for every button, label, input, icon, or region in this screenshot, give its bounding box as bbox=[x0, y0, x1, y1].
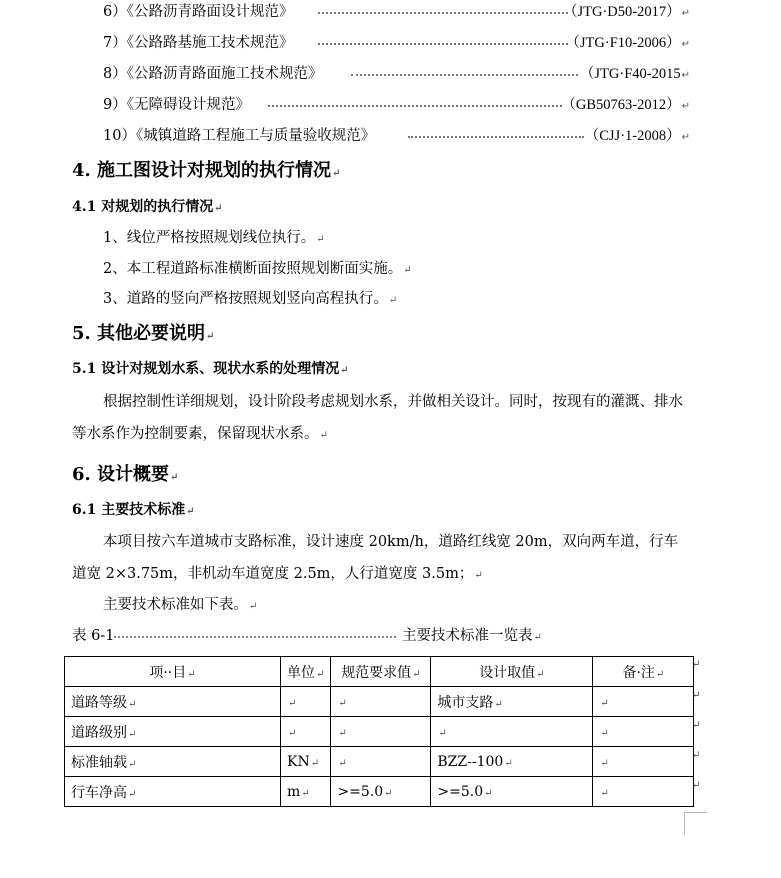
table-cell: ↵ bbox=[331, 717, 431, 747]
table-cell: m↵ bbox=[281, 777, 331, 807]
table-caption-label: 表 6-1 bbox=[72, 628, 115, 644]
table-header-row bbox=[65, 657, 694, 687]
table-cell: ↵ bbox=[281, 717, 331, 747]
page-corner-mark bbox=[684, 812, 707, 835]
reference-title: 7）《公路路基施工技术规范》 bbox=[103, 35, 294, 51]
dot-leader bbox=[351, 74, 578, 76]
table-cell: 标准轴载↵ bbox=[65, 747, 281, 777]
list-item: 1、线位严格按照规划线位执行。↵ bbox=[103, 230, 325, 246]
list-item: 3、道路的竖向严格按照规划竖向高程执行。↵ bbox=[103, 291, 398, 307]
table-cell: 道路等级↵ bbox=[65, 687, 281, 717]
section-6-1-heading: 6.1 主要技术标准↵ bbox=[72, 502, 195, 518]
table-cell: ↵ bbox=[331, 747, 431, 777]
paragraph: 根据控制性详细规划，设计阶段考虑规划水系，并做相关设计。同时，按现有的灌溉、排水等水系作为控制要素，保留现状水系。↵ bbox=[72, 394, 683, 442]
reference-code: （JTG·D50-2017）↵ bbox=[563, 4, 690, 20]
table-row bbox=[65, 777, 694, 807]
table-cell: ↵ bbox=[281, 687, 331, 717]
section-5-heading: 5. 其他必要说明↵ bbox=[72, 323, 215, 344]
table-cell: >=5.0↵ bbox=[331, 777, 431, 807]
table-row bbox=[65, 717, 694, 747]
section-4-heading: 4. 施工图设计对规划的执行情况↵ bbox=[72, 160, 341, 181]
table-cell: ↵ bbox=[593, 717, 694, 747]
header-cell: 单位↵ bbox=[281, 657, 331, 687]
dot-leader bbox=[408, 136, 584, 138]
row-end-mark: ↵ bbox=[692, 750, 701, 761]
header-cell: 项··目↵ bbox=[65, 657, 281, 687]
table-cell: 城市支路↵ bbox=[431, 687, 593, 717]
reference-code: （GB50763-2012）↵ bbox=[561, 97, 690, 113]
table-cell: 道路级别↵ bbox=[65, 717, 281, 747]
reference-item bbox=[103, 1, 690, 23]
row-end-mark: ↵ bbox=[692, 659, 701, 670]
table-cell: ↵ bbox=[593, 747, 694, 777]
paragraph: 本项目按六车道城市支路标准，设计速度 20km/h，道路红线宽 20m，双向两车道，行车道宽 2×3.75m，非机动车道宽度 2.5m，人行道宽度 3.5m；↵ bbox=[72, 534, 679, 582]
reference-title: 6）《公路沥青路面设计规范》 bbox=[103, 4, 294, 20]
dot-leader bbox=[318, 12, 568, 14]
table-cell: ↵ bbox=[593, 687, 694, 717]
reference-item bbox=[103, 63, 690, 85]
header-cell: 规范要求值↵ bbox=[331, 657, 431, 687]
dot-leader bbox=[268, 105, 562, 107]
list-item: 2、本工程道路标准横断面按照规划断面实施。↵ bbox=[103, 261, 412, 277]
table-cell: BZZ--100↵ bbox=[431, 747, 593, 777]
reference-item bbox=[103, 94, 690, 116]
row-end-mark: ↵ bbox=[692, 720, 701, 731]
header-cell: 备·注↵ bbox=[593, 657, 694, 687]
row-end-mark: ↵ bbox=[692, 690, 701, 701]
reference-code: （JTG·F10-2006）↵ bbox=[565, 35, 690, 51]
spec-table bbox=[64, 656, 694, 807]
reference-title: 10）《城镇道路工程施工与质量验收规范》 bbox=[103, 128, 376, 144]
table-cell: KN↵ bbox=[281, 747, 331, 777]
dot-leader bbox=[114, 636, 396, 638]
section-6-heading: 6. 设计概要↵ bbox=[72, 464, 179, 485]
reference-title: 9）《无障碍设计规范》 bbox=[103, 97, 250, 113]
table-cell: >=5.0↵ bbox=[431, 777, 593, 807]
table-caption-title: 主要技术标准一览表↵ bbox=[402, 628, 542, 644]
table-row bbox=[65, 687, 694, 717]
reference-code: （CJJ·1-2008）↵ bbox=[584, 128, 690, 144]
table-cell: ↵ bbox=[331, 687, 431, 717]
reference-code: （JTG·F40-2015↵ bbox=[579, 66, 690, 82]
reference-item bbox=[103, 125, 690, 147]
table-cell: ↵ bbox=[593, 777, 694, 807]
reference-title: 8）《公路沥青路面施工技术规范》 bbox=[103, 66, 323, 82]
section-4-1-heading: 4.1 对规划的执行情况↵ bbox=[72, 199, 223, 215]
table-cell: ↵ bbox=[431, 717, 593, 747]
section-5-1-heading: 5.1 设计对规划水系、现状水系的处理情况↵ bbox=[72, 361, 349, 377]
reference-item bbox=[103, 32, 690, 54]
paragraph: 主要技术标准如下表。↵ bbox=[103, 597, 258, 613]
table-cell: 行车净高↵ bbox=[65, 777, 281, 807]
row-end-mark: ↵ bbox=[692, 780, 701, 791]
dot-leader bbox=[318, 43, 568, 45]
table-caption bbox=[72, 625, 542, 647]
table-row bbox=[65, 747, 694, 777]
header-cell: 设计取值↵ bbox=[431, 657, 593, 687]
